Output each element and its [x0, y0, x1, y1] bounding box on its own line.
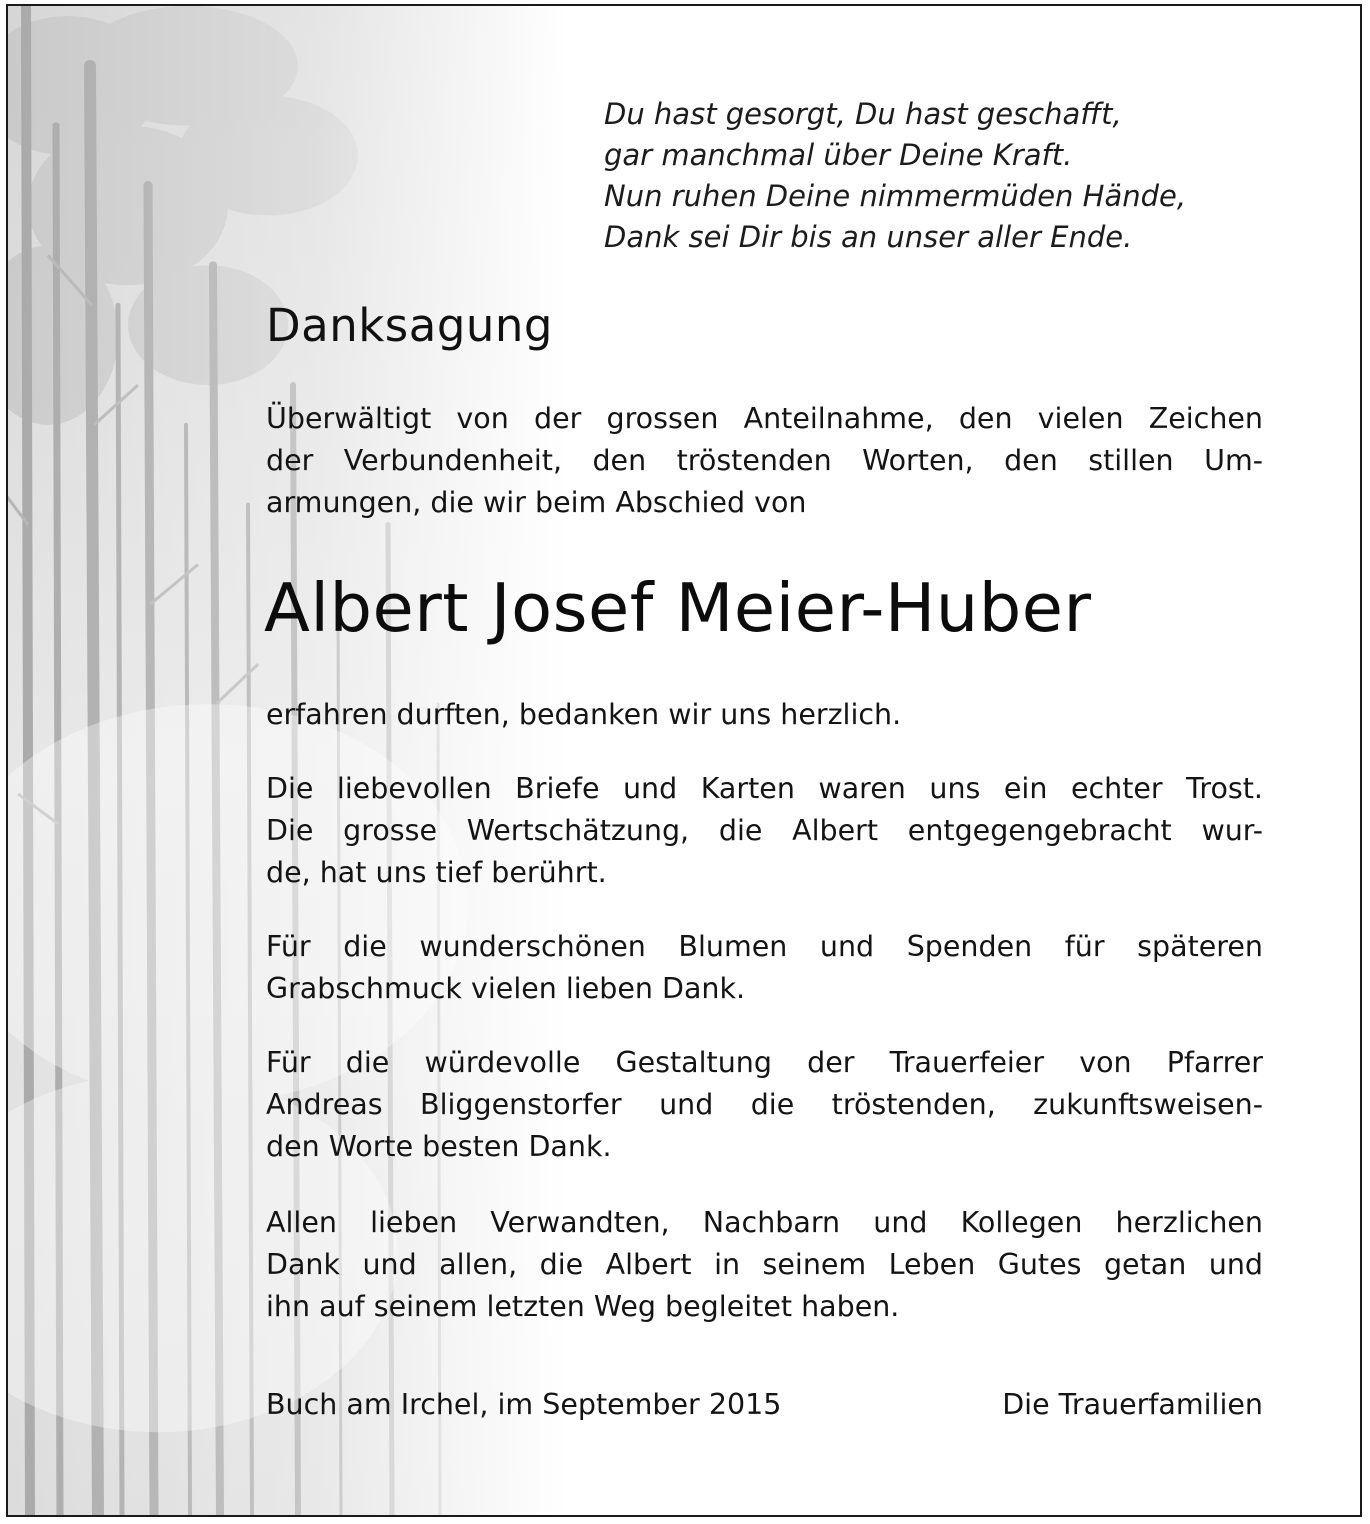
text-line: Allen lieben Verwandten, Nachbarn und Kollegen herzlichen [266, 1206, 1263, 1239]
paragraph-ceremony [266, 1042, 1263, 1168]
text-line: de, hat uns tief berührt. [266, 856, 607, 889]
text-line: Für die wunderschönen Blumen und Spenden für späteren [266, 930, 1263, 963]
place-date: Buch am Irchel, im September 2015 [266, 1388, 782, 1421]
text-line: Für die würdevolle Gestaltung der Trauerfeier von Pfarrer [266, 1046, 1263, 1079]
deceased-name: Albert Josef Meier-Huber [264, 569, 1092, 647]
intro-paragraph [266, 398, 1263, 524]
text-line: Dank und allen, die Albert in seinem Leben Gutes getan und [266, 1248, 1263, 1281]
after-name-text [266, 694, 1263, 736]
text-line: Andreas Bliggenstorfer und die tröstenden, zukunftsweisen- [266, 1088, 1263, 1121]
text-line: erfahren durften, bedanken wir uns herzlich. [266, 698, 902, 731]
paragraph-flowers [266, 926, 1263, 1010]
poem-verse [604, 94, 1324, 258]
poem-line: Dank sei Dir bis an unser aller Ende. [604, 220, 1133, 254]
text-line: Die liebevollen Briefe und Karten waren uns ein echter Trost. [266, 772, 1263, 805]
poem-line: gar manchmal über Deine Kraft. [604, 138, 1073, 172]
text-line: Grabschmuck vielen lieben Dank. [266, 972, 746, 1005]
poem-line: Nun ruhen Deine nimmermüden Hände, [604, 179, 1187, 213]
paragraph-letters [266, 768, 1263, 894]
heading-danksagung: Danksagung [266, 299, 553, 352]
text-line: Die grosse Wertschätzung, die Albert entgegengebracht wur- [266, 814, 1263, 847]
text-line: armungen, die wir beim Abschied von [266, 486, 807, 519]
signature: Die Trauerfamilien [1002, 1388, 1263, 1421]
text-line: der Verbundenheit, den tröstenden Worten, den stillen Um- [266, 444, 1263, 477]
text-line: den Worte besten Dank. [266, 1130, 612, 1163]
text-line: ihn auf seinem letzten Weg begleitet haben. [266, 1290, 900, 1323]
paragraph-relatives [266, 1202, 1263, 1328]
footer [266, 1384, 1263, 1426]
text-line: Überwältigt von der grossen Anteilnahme, den vielen Zeichen [266, 402, 1263, 435]
poem-line: Du hast gesorgt, Du hast geschafft, [604, 97, 1122, 131]
obituary-card [6, 4, 1362, 1517]
